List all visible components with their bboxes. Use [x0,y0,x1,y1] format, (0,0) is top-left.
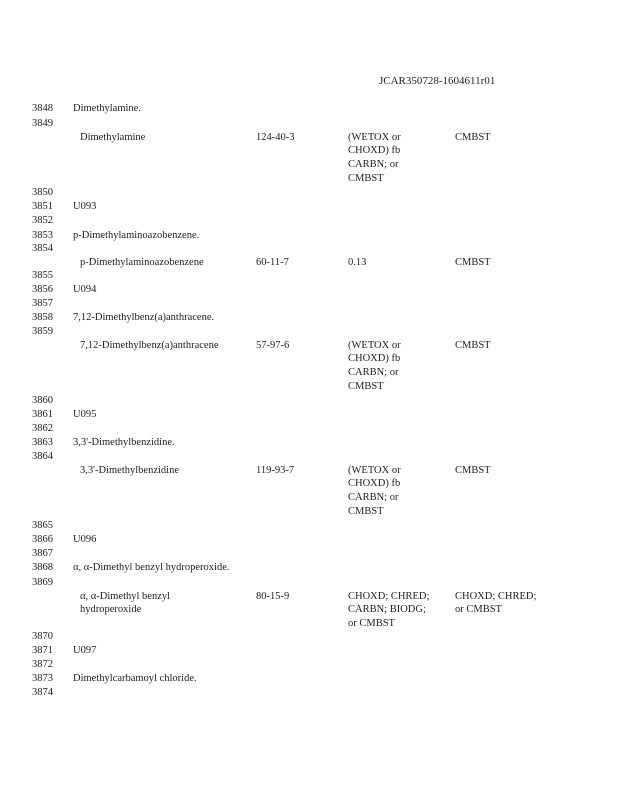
line-number: 3851 [32,201,53,212]
waste-code: U093 [73,201,97,212]
nonwastewater-standard: CMBST [455,465,491,476]
line-number: 3865 [32,520,53,531]
line-number: 3860 [32,395,53,406]
constituent-name: α, α-Dimethyl benzyl [80,591,171,602]
constituent-name: hydroperoxide [80,604,142,615]
line-number: 3873 [32,673,53,684]
cas-number: 57-97-6 [256,340,290,351]
line-number: 3867 [32,548,53,559]
line-number: 3871 [32,645,53,656]
line-number: 3848 [32,103,53,114]
line-number: 3869 [32,577,53,588]
line-number: 3855 [32,270,53,281]
section-heading: 3,3'-Dimethylbenzidine. [73,437,175,448]
wastewater-standard: CARBN; or [348,367,399,378]
line-number: 3863 [32,437,53,448]
nonwastewater-standard: CHOXD; CHRED; [455,591,537,602]
wastewater-standard: CHOXD) fb [348,353,401,364]
line-number: 3850 [32,187,53,198]
wastewater-standard: or CMBST [348,618,395,629]
waste-code: U095 [73,409,97,420]
line-number: 3858 [32,312,53,323]
section-heading: α, α-Dimethyl benzyl hydroperoxide. [73,562,230,573]
nonwastewater-standard: CMBST [455,257,491,268]
constituent-name: Dimethylamine [80,132,146,143]
cas-number: 80-15-9 [256,591,290,602]
section-heading: Dimethylamine. [73,103,141,114]
cas-number: 60-11-7 [256,257,289,268]
wastewater-standard: (WETOX or [348,340,401,351]
constituent-name: 3,3'-Dimethylbenzidine [80,465,179,476]
document-id: JCAR350728-1604611r01 [379,75,496,87]
wastewater-standard: 0.13 [348,257,367,268]
line-number: 3864 [32,451,53,462]
wastewater-standard: CMBST [348,381,384,392]
line-number: 3854 [32,243,53,254]
wastewater-standard: CARBN; or [348,492,399,503]
line-number: 3872 [32,659,53,670]
constituent-name: 7,12-Dimethylbenz(a)anthracene [80,340,219,351]
wastewater-standard: CHOXD) fb [348,478,401,489]
line-number: 3868 [32,562,53,573]
nonwastewater-standard: or CMBST [455,604,502,615]
wastewater-standard: CMBST [348,506,384,517]
waste-code: U097 [73,645,97,656]
wastewater-standard: (WETOX or [348,465,401,476]
line-number: 3857 [32,298,53,309]
section-heading: Dimethylcarbamoyl chloride. [73,673,197,684]
wastewater-standard: CARBN; BIODG; [348,604,426,615]
line-number: 3862 [32,423,53,434]
wastewater-standard: CARBN; or [348,159,399,170]
line-number: 3852 [32,215,53,226]
line-number: 3870 [32,631,53,642]
section-heading: p-Dimethylaminoazobenzene. [73,230,200,241]
line-number: 3849 [32,118,53,129]
wastewater-standard: CHOXD; CHRED; [348,591,430,602]
line-number: 3874 [32,687,53,698]
line-number: 3853 [32,230,53,241]
nonwastewater-standard: CMBST [455,132,491,143]
constituent-name: p-Dimethylaminoazobenzene [80,257,204,268]
cas-number: 124-40-3 [256,132,295,143]
waste-code: U096 [73,534,97,545]
wastewater-standard: CHOXD) fb [348,145,401,156]
nonwastewater-standard: CMBST [455,340,491,351]
line-number: 3859 [32,326,53,337]
wastewater-standard: (WETOX or [348,132,401,143]
line-number: 3856 [32,284,53,295]
wastewater-standard: CMBST [348,173,384,184]
waste-code: U094 [73,284,97,295]
line-number: 3866 [32,534,53,545]
line-number: 3861 [32,409,53,420]
cas-number: 119-93-7 [256,465,295,476]
section-heading: 7,12-Dimethylbenz(a)anthracene. [73,312,215,323]
